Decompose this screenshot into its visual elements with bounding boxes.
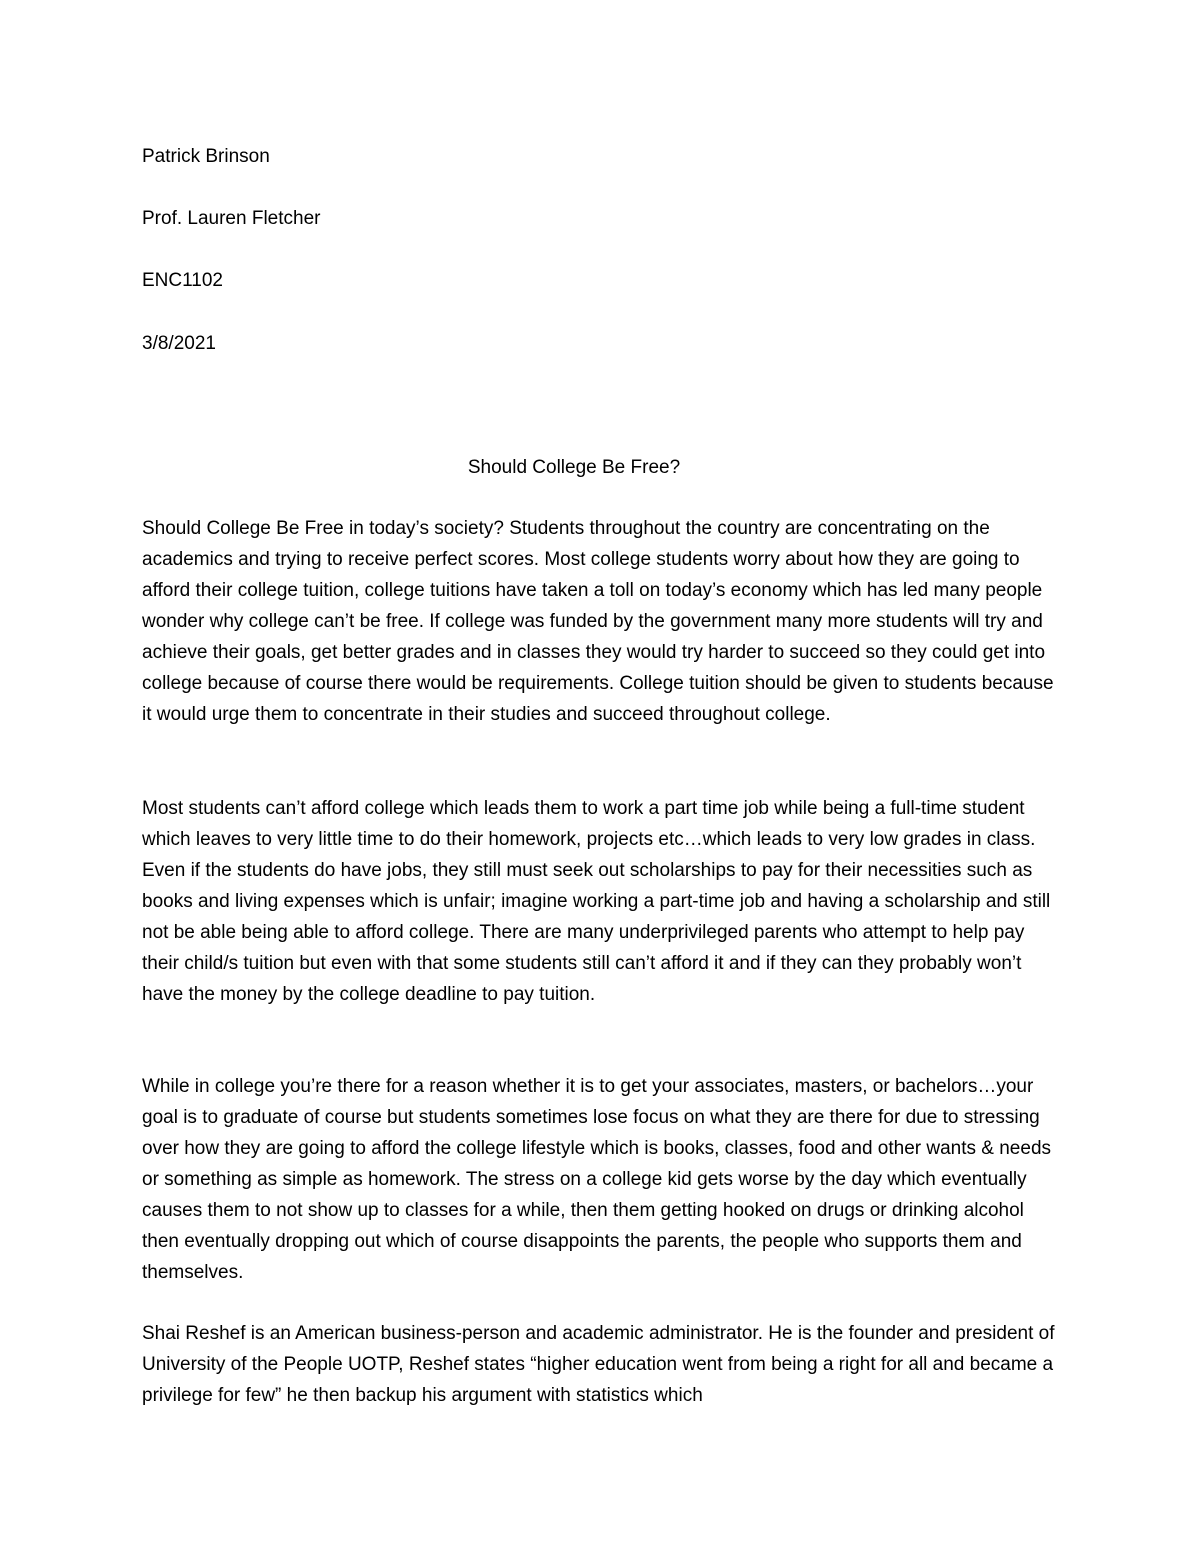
- paragraph-3: While in college you’re there for a reason whether it is to get your associates, masters, or bachelors…your goal is to graduate of course but students sometimes lose focus on what they are there for due to stressing over how they are going to afford the college lifestyle which is books, classes, food and other wants & needs or something as simple as homework. The stress on a college kid gets worse by the day which eventually causes them to not show up to classes for a while, then them getting hooked on drugs or drinking alcohol then eventually dropping out which of course disappoints the parents, the people who supports them and themselves.: [142, 1076, 1052, 1283]
- essay-title: Should College Be Free?: [467, 457, 681, 478]
- paragraph-1: Should College Be Free in today’s society? Students throughout the country are concentrating on the academics and trying to receive perfect scores. Most college students worry about how they are going to afford their college tuition, college tuitions have taken a toll on today’s economy which has led many people wonder why college can’t be free. If college was funded by the government many more students will try and achieve their goals, get better grades and in classes they would try harder to succeed so they could get into college because of course there would be requirements. College tuition should be given to students because it would urge them to concentrate in their studies and succeed throughout college.: [142, 518, 1054, 725]
- paragraph-2: Most students can’t afford college which leads them to work a part time job while being a full-time student which leaves to very little time to do their homework, projects etc…which leads to very low grades in class. Even if the students do have jobs, they still must seek out scholarships to pay for their necessities such as books and living expenses which is unfair; imagine working a part-time job and having a scholarship and still not be able being able to afford college. There are many underprivileged parents who attempt to help pay their child/s tuition but even with that some students still can’t afford it and if they can they probably won’t have the money by the college deadline to pay tuition.: [142, 798, 1051, 1005]
- course-code: ENC1102: [142, 270, 223, 291]
- paragraph-4: Shai Reshef is an American business-person and academic administrator. He is the founder and president of University of the People UOTP, Reshef states “higher education went from being a right for all and became a privilege for few” he then backup his argument with statistics which: [142, 1323, 1055, 1406]
- submission-date: 3/8/2021: [142, 333, 216, 354]
- professor-name: Prof. Lauren Fletcher: [142, 208, 321, 229]
- author-name: Patrick Brinson: [142, 146, 270, 167]
